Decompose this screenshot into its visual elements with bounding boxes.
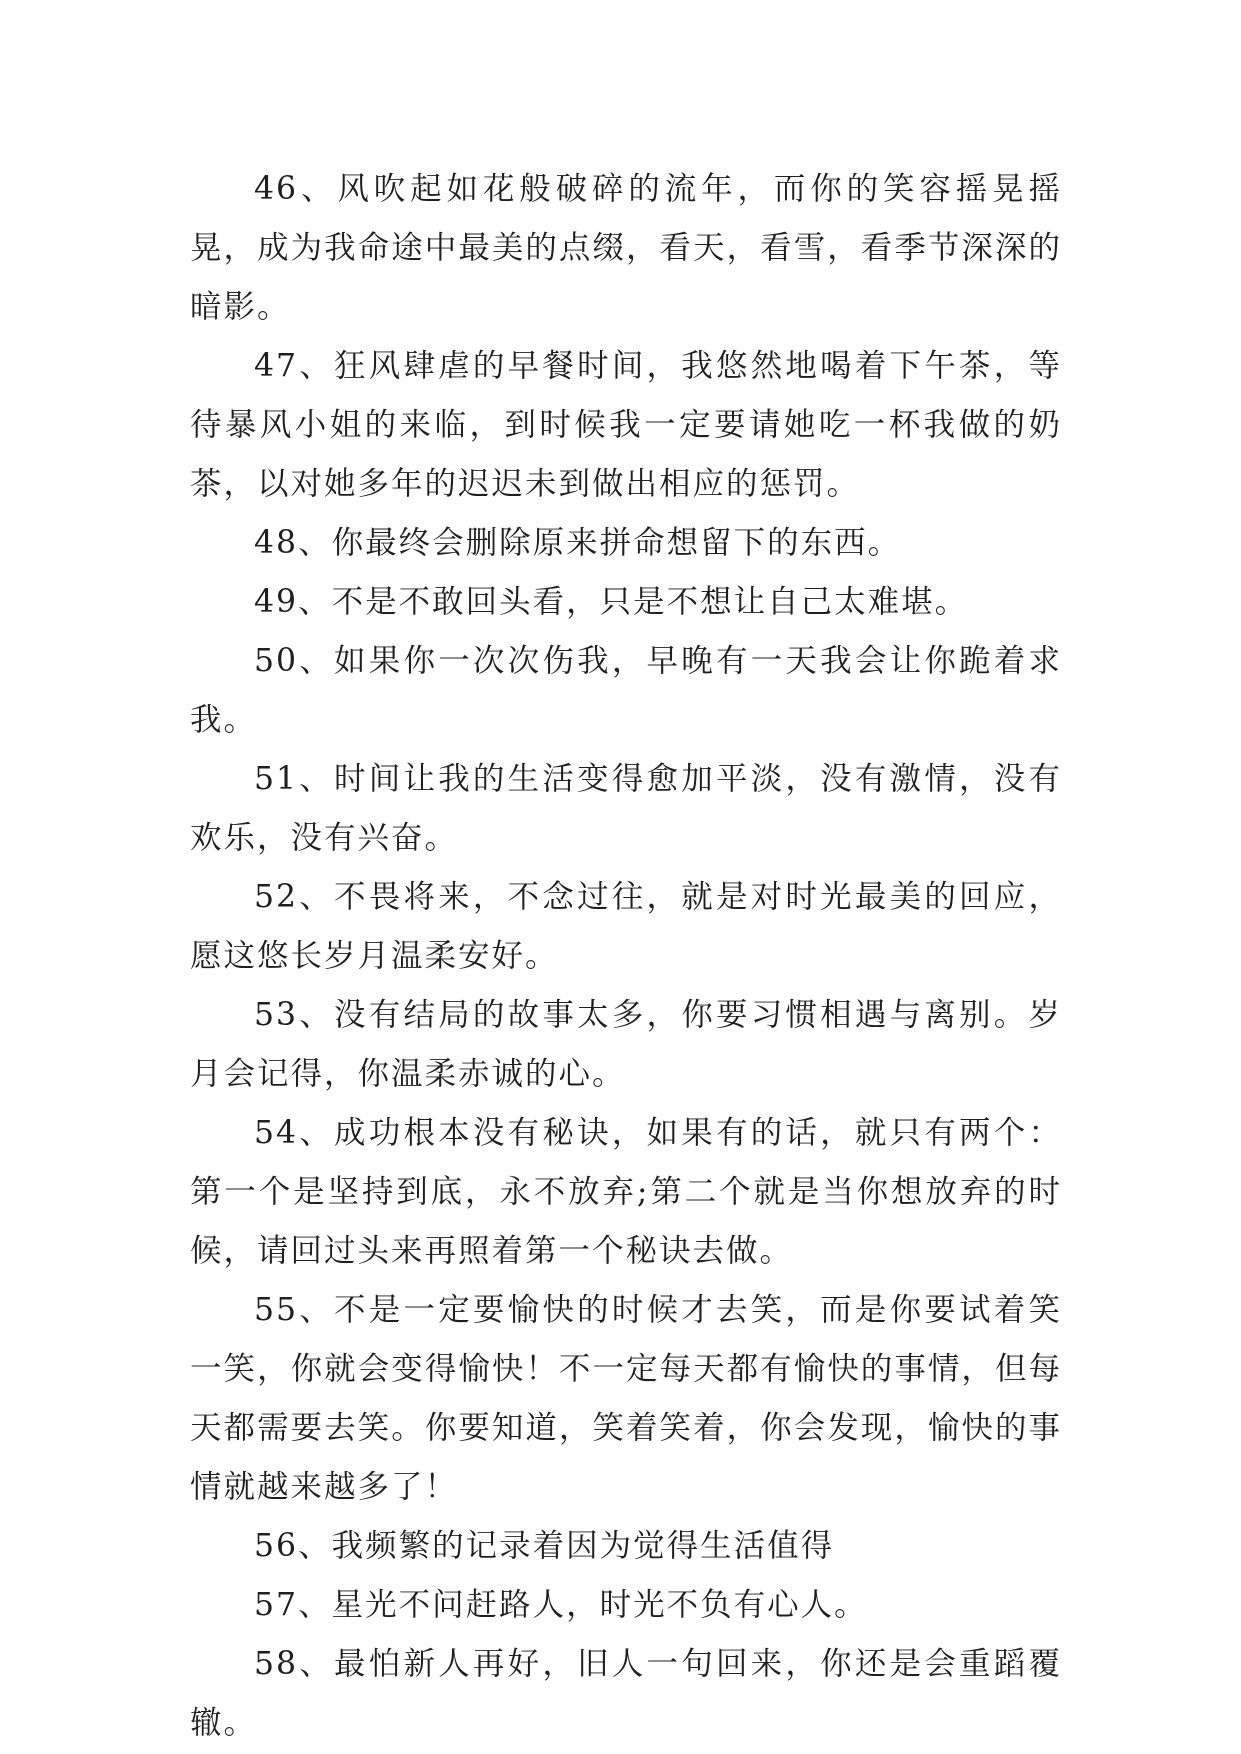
paragraph-47: 47、狂风肆虐的早餐时间，我悠然地喝着下午茶，等待暴风小姐的来临，到时候我一定要请她吃一杯我做的奶茶，以对她多年的迟迟未到做出相应的惩罚。 — [190, 348, 1062, 502]
paragraph-53: 53、没有结局的故事太多，你要习惯相遇与离别。岁月会记得，你温柔赤诚的心。 — [190, 997, 1062, 1092]
paragraph-50: 50、如果你一次次伤我，早晚有一天我会让你跪着求我。 — [190, 643, 1062, 738]
paragraph-48: 48、你最终会删除原来拼命想留下的东西。 — [254, 525, 902, 561]
paragraph-52: 52、不畏将来，不念过往，就是对时光最美的回应，愿这悠长岁月温柔安好。 — [190, 879, 1062, 974]
paragraph-56: 56、我频繁的记录着因为觉得生活值得 — [254, 1528, 835, 1564]
paragraph-49: 49、不是不敢回头看，只是不想让自己太难堪。 — [254, 584, 969, 620]
paragraph-57: 57、星光不问赶路人，时光不负有心人。 — [254, 1587, 868, 1623]
paragraph-58: 58、最怕新人再好，旧人一句回来，你还是会重蹈覆辙。 — [190, 1646, 1062, 1741]
paragraph-54: 54、成功根本没有秘诀，如果有的话，就只有两个：第一个是坚持到底，永不放弃;第二个就是当你想放弃的时候，请回过头来再照着第一个秘诀去做。 — [190, 1115, 1062, 1269]
paragraph-46: 46、风吹起如花般破碎的流年，而你的笑容摇晃摇晃，成为我命途中最美的点缀，看天，看雪，看季节深深的暗影。 — [190, 171, 1062, 325]
paragraph-55: 55、不是一定要愉快的时候才去笑，而是你要试着笑一笑，你就会变得愉快！不一定每天都有愉快的事情，但每天都需要去笑。你要知道，笑着笑着，你会发现，愉快的事情就越来越多了！ — [190, 1292, 1062, 1505]
document-body — [190, 160, 1062, 1753]
paragraph-51: 51、时间让我的生活变得愈加平淡，没有激情，没有欢乐，没有兴奋。 — [190, 761, 1062, 856]
